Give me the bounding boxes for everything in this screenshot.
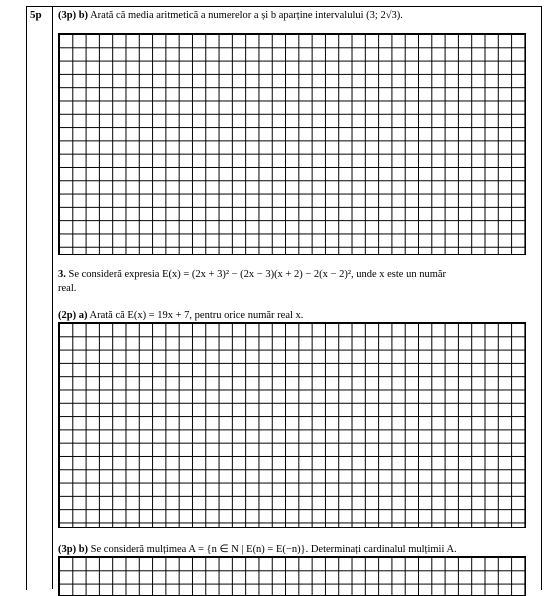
question-3-line2: real. [58, 283, 77, 294]
question-3-text: Se consideră expresia E(x) = (2x + 3)² − (2x − 3)(x + 2) − 2(x − 2)², unde x este un număr [68, 269, 447, 280]
answer-grid-3a[interactable] [58, 322, 526, 528]
question-3-number: 3. [58, 269, 66, 280]
question-3b-text: Se consideră mulțimea A = {n ∈ N | E(n) = E(−n)}. Determinați cardinalul mulțimii A. [90, 544, 457, 555]
question-3a-tag: (2p) a) [58, 310, 88, 321]
question-3a [58, 309, 303, 323]
question-3-line1 [58, 268, 446, 282]
points-label: 5p [30, 9, 42, 21]
question-3a-text: Arată că E(x) = 19x + 7, pentru orice număr real x. [89, 310, 304, 321]
points-column [26, 6, 53, 589]
answer-grid-3b[interactable] [58, 556, 526, 596]
question-3b [58, 543, 457, 557]
question-2b-text: Arată că media aritmetică a numerelor a și b aparține intervalului (3; 2√3). [90, 10, 403, 21]
question-3b-tag: (3p) b) [58, 544, 89, 555]
question-2b-tag: (3p) b) [58, 10, 89, 21]
question-2b [58, 9, 403, 23]
answer-grid-2b[interactable] [58, 33, 526, 255]
